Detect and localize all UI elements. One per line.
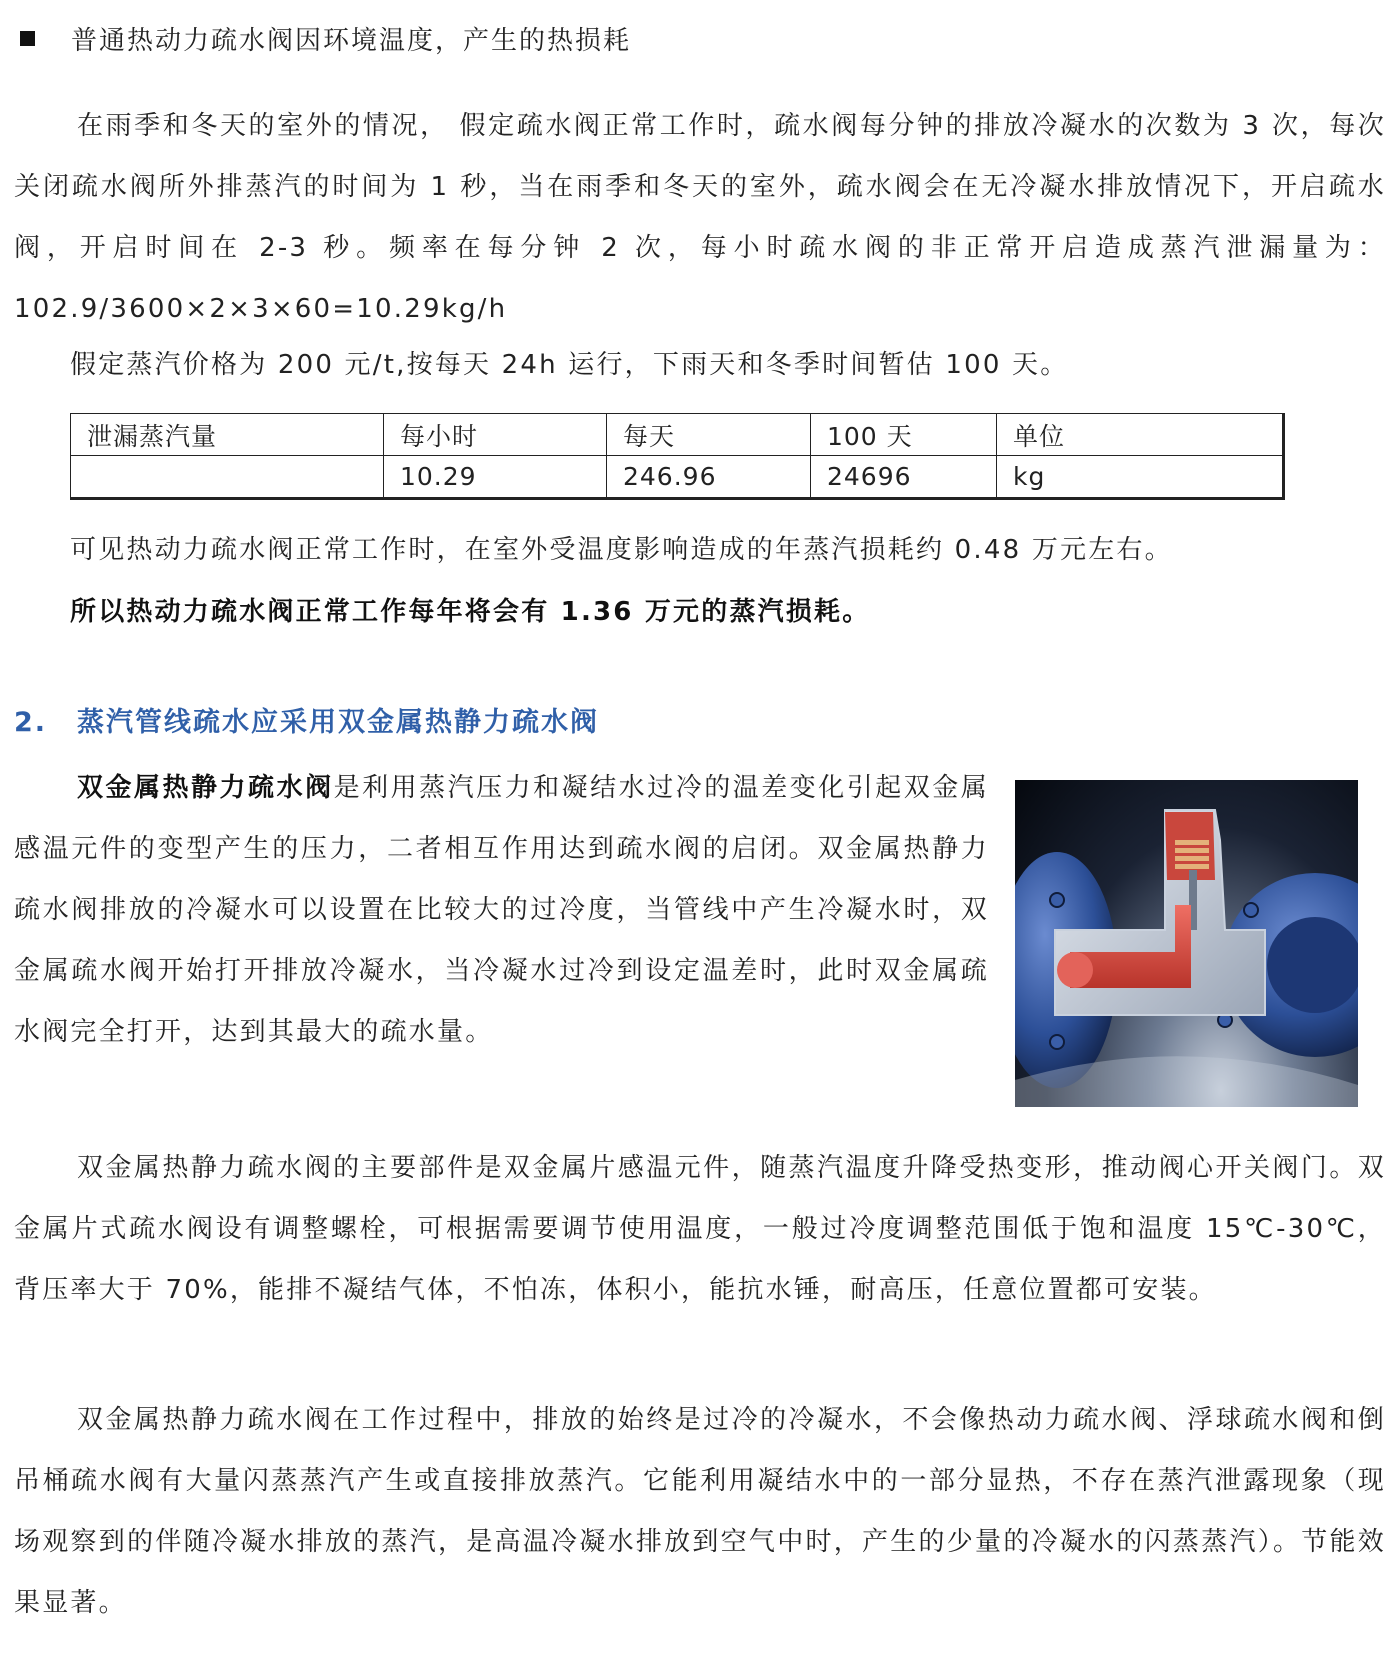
table-header-cell: 每天 [607, 414, 811, 456]
table-cell: 246.96 [607, 456, 811, 499]
bullet-heading-text: 普通热动力疏水阀因环境温度，产生的热损耗 [71, 26, 632, 56]
bimetal-disc [1175, 840, 1209, 845]
table-cell [71, 456, 384, 499]
paragraph-steam-price: 假定蒸汽价格为 200 元/t,按每天 24h 运行，下雨天和冬季时间暂估 100 天。 [70, 350, 1069, 380]
table-cell: 24696 [811, 456, 997, 499]
table-header-cell: 单位 [997, 414, 1284, 456]
bolt-icon [1244, 903, 1258, 917]
table-header-cell: 100 天 [811, 414, 997, 456]
bimetal-disc [1175, 864, 1209, 869]
steam-trap-cutaway-image [1015, 780, 1358, 1107]
bimetal-disc [1175, 856, 1209, 861]
steam-loss-table [70, 413, 1285, 500]
paragraph-annual-loss-bold: 所以热动力疏水阀正常工作每年将会有 1.36 万元的蒸汽损耗。 [70, 597, 871, 627]
paragraph-bimetal-intro [14, 758, 989, 1063]
paragraph-bimetal-components: 双金属热静力疏水阀的主要部件是双金属片感温元件，随蒸汽温度升降受热变形，推动阀心开关阀门。双金属片式疏水阀设有调整螺栓，可根据需要调节使用温度，一般过冷度调整范围低于饱和温度 15℃-30℃，背压率大于 70%，能排不凝结气体，不怕冻，体积小，能抗水锤，耐高压，任意位置都可安装。 [14, 1153, 1386, 1305]
paragraph-steam-leak-calc: 在雨季和冬天的室外的情况， 假定疏水阀正常工作时，疏水阀每分钟的排放冷凝水的次数为 3 次，每次关闭疏水阀所外排蒸汽的时间为 1 秒，当在雨季和冬天的室外，疏水阀会在无冷凝水排放情况下，开启疏水阀，开启时间在 2-3 秒。频率在每分钟 2 次，每小时疏水阀的非正常开启造成蒸汽泄漏量为：102.9/3600×2×3×60=10.29kg/h [14, 111, 1386, 324]
section-title: 蒸汽管线疏水应采用双金属热静力疏水阀 [77, 707, 600, 738]
bimetal-chamber [1165, 812, 1215, 880]
table-cell: 10.29 [384, 456, 607, 499]
paragraph-lead-term: 双金属热静力疏水阀 [77, 773, 334, 803]
steam-trap-illustration [1015, 780, 1358, 1107]
bimetal-disc [1175, 848, 1209, 853]
bolt-icon [1050, 1035, 1064, 1049]
section-heading [14, 700, 599, 739]
table-header-row [71, 414, 1284, 456]
table-cell: kg [997, 456, 1284, 499]
section-number: 2. [14, 707, 48, 738]
square-bullet-icon [20, 31, 35, 46]
table-header-cell: 泄漏蒸汽量 [71, 414, 384, 456]
paragraph-bimetal-operation: 双金属热静力疏水阀在工作过程中，排放的始终是过冷的冷凝水，不会像热动力疏水阀、浮球疏水阀和倒吊桶疏水阀有大量闪蒸蒸汽产生或直接排放蒸汽。它能利用凝结水中的一部分显热，不存在蒸汽泄露现象（现场观察到的伴随冷凝水排放的蒸汽，是高温冷凝水排放到空气中时，产生的少量的冷凝水的闪蒸蒸汽）。节能效果显著。 [14, 1405, 1386, 1618]
table-header-cell: 每小时 [384, 414, 607, 456]
bullet-heading [14, 20, 631, 57]
paragraph-body: 是利用蒸汽压力和凝结水过冷的温差变化引起双金属感温元件的变型产生的压力，二者相互作用达到疏水阀的启闭。双金属热静力疏水阀排放的冷凝水可以设置在比较大的过冷度，当管线中产生冷凝水时，双金属疏水阀开始打开排放冷凝水，当冷凝水过冷到设定温差时，此时双金属疏水阀完全打开，达到其最大的疏水量。 [14, 773, 989, 1047]
bolt-icon [1050, 893, 1064, 907]
paragraph-annual-loss: 可见热动力疏水阀正常工作时，在室外受温度影响造成的年蒸汽损耗约 0.48 万元左右。 [70, 535, 1173, 565]
inlet-opening [1057, 952, 1093, 988]
table-row [71, 456, 1284, 499]
